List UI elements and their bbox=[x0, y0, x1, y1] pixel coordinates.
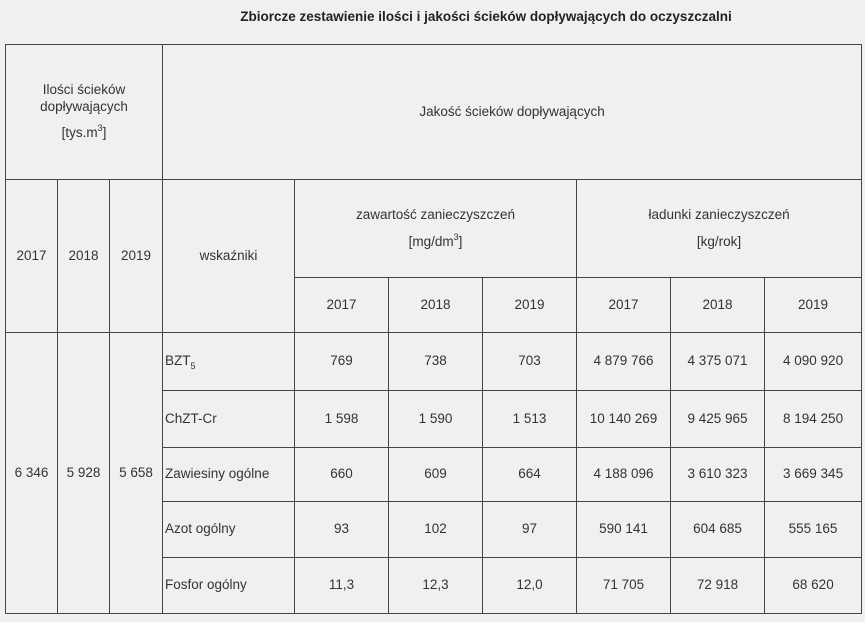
content-unit: $[mg/dm^3]$ bbox=[408, 231, 463, 249]
content-value-cell: 11,3 bbox=[295, 558, 389, 614]
load-value-cell: 555 165 bbox=[765, 502, 862, 558]
content-value-cell: 769 bbox=[295, 333, 389, 391]
indicator-cell: ChZT-Cr bbox=[163, 391, 295, 448]
load-value-cell: 68 620 bbox=[765, 558, 862, 614]
indicator-cell: $BZT_5$ bbox=[163, 333, 295, 391]
quantity-value-2018: 5 928 bbox=[58, 333, 110, 614]
loads-header bbox=[577, 180, 862, 278]
content-value-cell: 1 513 bbox=[483, 391, 577, 448]
content-value-cell: 12,0 bbox=[483, 558, 577, 614]
load-value-cell: 4 188 096 bbox=[577, 448, 671, 502]
quantity-year-2018: 2018 bbox=[58, 180, 110, 333]
load-value-cell: 4 090 920 bbox=[765, 333, 862, 391]
load-value-cell: 71 705 bbox=[577, 558, 671, 614]
quantity-header-line1: Ilości ścieków bbox=[42, 81, 126, 97]
load-value-cell: 4 375 071 bbox=[671, 333, 765, 391]
load-value-cell: 8 194 250 bbox=[765, 391, 862, 448]
table-row bbox=[6, 333, 862, 391]
quantity-year-2017: 2017 bbox=[6, 180, 58, 333]
content-value-cell: 1 590 bbox=[389, 391, 483, 448]
loads-header-label: ładunki zanieczyszczeń bbox=[648, 206, 790, 222]
content-value-cell: 703 bbox=[483, 333, 577, 391]
content-value-cell: 738 bbox=[389, 333, 483, 391]
load-value-cell: 3 669 345 bbox=[765, 448, 862, 502]
indicator-cell: Azot ogólny bbox=[163, 502, 295, 558]
content-value-cell: 664 bbox=[483, 448, 577, 502]
quantity-value-2017: 6 346 bbox=[6, 333, 58, 614]
content-header bbox=[295, 180, 577, 278]
loads-year-2017: 2017 bbox=[577, 278, 671, 333]
quantity-year-2019: 2019 bbox=[110, 180, 163, 333]
load-value-cell: 590 141 bbox=[577, 502, 671, 558]
content-value-cell: 660 bbox=[295, 448, 389, 502]
indicator-cell: Fosfor ogólny bbox=[163, 558, 295, 614]
quantity-value-2019: 5 658 bbox=[110, 333, 163, 614]
content-value-cell: 609 bbox=[389, 448, 483, 502]
quantity-header bbox=[6, 45, 163, 180]
content-value-cell: 12,3 bbox=[389, 558, 483, 614]
load-value-cell: 604 685 bbox=[671, 502, 765, 558]
page-title: Zbiorcze zestawienie ilości i jakości ścieków dopływających do oczyszczalni bbox=[240, 9, 732, 24]
load-value-cell: 10 140 269 bbox=[577, 391, 671, 448]
content-value-cell: 97 bbox=[483, 502, 577, 558]
content-value-cell: 1 598 bbox=[295, 391, 389, 448]
content-value-cell: 102 bbox=[389, 502, 483, 558]
loads-year-2018: 2018 bbox=[671, 278, 765, 333]
content-header-label: zawartość zanieczyszczeń bbox=[355, 206, 516, 222]
header-row-1 bbox=[6, 45, 862, 180]
quantity-header-line2: dopływających bbox=[40, 98, 128, 114]
indicator-cell: Zawiesiny ogólne bbox=[163, 448, 295, 502]
load-value-cell: 72 918 bbox=[671, 558, 765, 614]
quality-header: Jakość ścieków dopływających bbox=[163, 45, 862, 180]
header-row-2 bbox=[6, 180, 862, 278]
wastewater-table bbox=[5, 44, 862, 614]
content-year-2017: 2017 bbox=[295, 278, 389, 333]
load-value-cell: 3 610 323 bbox=[671, 448, 765, 502]
content-value-cell: 93 bbox=[295, 502, 389, 558]
loads-unit: [kg/rok] bbox=[696, 233, 742, 249]
quantity-unit: $[tys.m^3]$ bbox=[61, 123, 107, 141]
indicator-header: wskaźniki bbox=[163, 180, 295, 333]
content-year-2019: 2019 bbox=[483, 278, 577, 333]
load-value-cell: 4 879 766 bbox=[577, 333, 671, 391]
loads-year-2019: 2019 bbox=[765, 278, 862, 333]
content-year-2018: 2018 bbox=[389, 278, 483, 333]
load-value-cell: 9 425 965 bbox=[671, 391, 765, 448]
